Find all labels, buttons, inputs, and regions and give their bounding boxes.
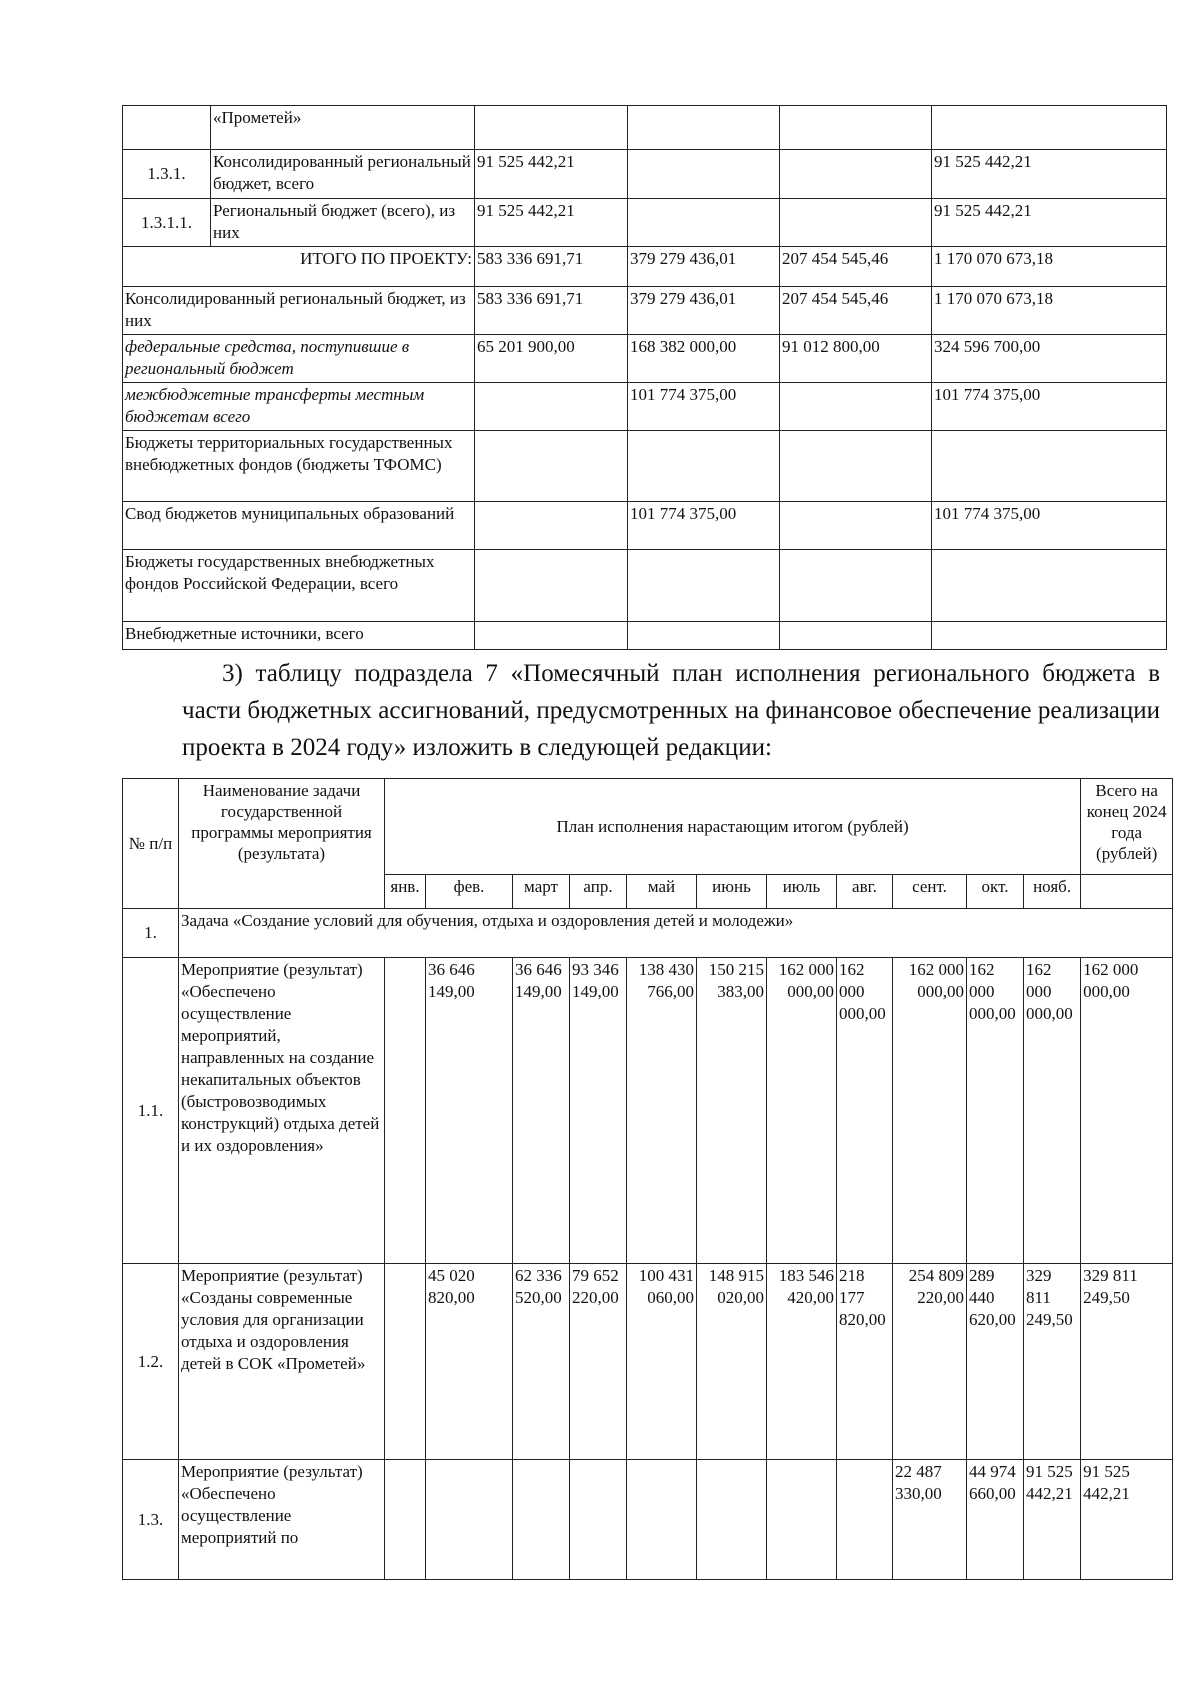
row-num: 1.3.1.1. bbox=[123, 199, 211, 247]
row-name: «Прометей» bbox=[211, 106, 475, 150]
value-cell bbox=[475, 502, 628, 550]
value-cell: 44 974 660,00 bbox=[967, 1460, 1024, 1580]
row-name: Консолидированный региональный бюджет, всего bbox=[211, 150, 475, 199]
value-cell bbox=[932, 106, 1167, 150]
table-row bbox=[123, 1460, 1173, 1580]
month-sep: сент. bbox=[893, 875, 967, 909]
value-cell bbox=[932, 550, 1167, 622]
row-num bbox=[123, 106, 211, 150]
table-row bbox=[123, 383, 1167, 431]
row-name: Консолидированный региональный бюджет, из них bbox=[123, 287, 475, 335]
value-cell: 91 525 442,21 bbox=[475, 150, 628, 199]
value-cell bbox=[780, 150, 932, 199]
table-row bbox=[123, 622, 1167, 650]
value-cell bbox=[932, 622, 1167, 650]
row-num: 1.2. bbox=[123, 1264, 179, 1460]
value-cell: 91 525 442,21 bbox=[1024, 1460, 1081, 1580]
value-cell: 162 000 000,00 bbox=[1024, 958, 1081, 1264]
value-cell bbox=[628, 550, 780, 622]
value-cell: 162 000 000,00 bbox=[837, 958, 893, 1264]
value-cell bbox=[628, 199, 780, 247]
value-cell: 36 646 149,00 bbox=[426, 958, 513, 1264]
value-cell bbox=[780, 199, 932, 247]
value-cell: 150 215 383,00 bbox=[697, 958, 767, 1264]
value-cell bbox=[932, 431, 1167, 502]
table-row bbox=[123, 199, 1167, 247]
row-name: Региональный бюджет (всего), из них bbox=[211, 199, 475, 247]
task-row bbox=[123, 909, 1173, 958]
table-row bbox=[123, 287, 1167, 335]
monthly-plan-table bbox=[122, 778, 1173, 1580]
value-cell: 207 454 545,46 bbox=[780, 247, 932, 287]
value-cell: 101 774 375,00 bbox=[932, 383, 1167, 431]
header-plan: План исполнения нарастающим итогом (рублей) bbox=[385, 779, 1081, 875]
value-cell bbox=[780, 431, 932, 502]
value-cell: 162 000 000,00 bbox=[893, 958, 967, 1264]
value-cell: 148 915 020,00 bbox=[697, 1264, 767, 1460]
header-total-blank bbox=[1081, 875, 1173, 909]
budget-summary-table bbox=[122, 105, 1167, 650]
value-cell bbox=[628, 622, 780, 650]
value-cell: 91 012 800,00 bbox=[780, 335, 932, 383]
task-text: Задача «Создание условий для обучения, отдыха и оздоровления детей и молодежи» bbox=[179, 909, 1173, 958]
row-num: 1.3.1. bbox=[123, 150, 211, 199]
row-name: Мероприятие (результат) «Обеспечено осуществление мероприятий по bbox=[179, 1460, 385, 1580]
row-name: Мероприятие (результат) «Обеспечено осуществление мероприятий, направленных на создание некапитальных объектов (быстровозводимых конструкций) отдыха детей и их оздоровления» bbox=[179, 958, 385, 1264]
value-cell bbox=[385, 1460, 426, 1580]
value-cell: 379 279 436,01 bbox=[628, 247, 780, 287]
value-cell: 162 000 000,00 bbox=[967, 958, 1024, 1264]
month-jan: янв. bbox=[385, 875, 426, 909]
month-aug: авг. bbox=[837, 875, 893, 909]
row-name: Бюджеты государственных внебюджетных фондов Российской Федерации, всего bbox=[123, 550, 475, 622]
header-row bbox=[123, 779, 1173, 875]
value-cell: 583 336 691,71 bbox=[475, 287, 628, 335]
table-row bbox=[123, 550, 1167, 622]
value-cell: 379 279 436,01 bbox=[628, 287, 780, 335]
value-cell: 79 652 220,00 bbox=[570, 1264, 627, 1460]
row-name: Бюджеты территориальных государственных внебюджетных фондов (бюджеты ТФОМС) bbox=[123, 431, 475, 502]
row-name: федеральные средства, поступившие в региональный бюджет bbox=[123, 335, 475, 383]
month-may: май bbox=[627, 875, 697, 909]
value-cell bbox=[837, 1460, 893, 1580]
table-row bbox=[123, 335, 1167, 383]
value-cell: 207 454 545,46 bbox=[780, 287, 932, 335]
month-oct: окт. bbox=[967, 875, 1024, 909]
row-name: Свод бюджетов муниципальных образований bbox=[123, 502, 475, 550]
table-row bbox=[123, 1264, 1173, 1460]
value-cell bbox=[475, 431, 628, 502]
value-cell bbox=[513, 1460, 570, 1580]
month-mar: март bbox=[513, 875, 570, 909]
value-cell bbox=[628, 150, 780, 199]
value-cell bbox=[475, 550, 628, 622]
total-cell: 91 525 442,21 bbox=[1081, 1460, 1173, 1580]
row-num: 1.1. bbox=[123, 958, 179, 1264]
value-cell: 1 170 070 673,18 bbox=[932, 247, 1167, 287]
month-nov: нояб. bbox=[1024, 875, 1081, 909]
value-cell: 1 170 070 673,18 bbox=[932, 287, 1167, 335]
body-paragraph: 3) таблицу подраздела 7 «Помесячный план исполнения регионального бюджета в части бюджетных ассигнований, предусмотренных на финансовое обеспечение реализации проекта в 2024 году» изложить в следующей редакции: bbox=[182, 660, 1160, 761]
value-cell bbox=[780, 106, 932, 150]
month-apr: апр. bbox=[570, 875, 627, 909]
value-cell bbox=[385, 958, 426, 1264]
task-num: 1. bbox=[123, 909, 179, 958]
value-cell: 254 809 220,00 bbox=[893, 1264, 967, 1460]
value-cell bbox=[767, 1460, 837, 1580]
value-cell: 168 382 000,00 bbox=[628, 335, 780, 383]
value-cell bbox=[780, 502, 932, 550]
value-cell: 65 201 900,00 bbox=[475, 335, 628, 383]
table-row bbox=[123, 958, 1173, 1264]
value-cell bbox=[780, 550, 932, 622]
value-cell bbox=[627, 1460, 697, 1580]
value-cell: 218 177 820,00 bbox=[837, 1264, 893, 1460]
row-name: межбюджетные трансферты местным бюджетам всего bbox=[123, 383, 475, 431]
total-cell: 329 811 249,50 bbox=[1081, 1264, 1173, 1460]
value-cell bbox=[780, 622, 932, 650]
row-num: 1.3. bbox=[123, 1460, 179, 1580]
value-cell: 162 000 000,00 bbox=[767, 958, 837, 1264]
value-cell: 289 440 620,00 bbox=[967, 1264, 1024, 1460]
header-total: Всего на конец 2024 года (рублей) bbox=[1081, 779, 1173, 875]
value-cell: 100 431 060,00 bbox=[627, 1264, 697, 1460]
table-row bbox=[123, 431, 1167, 502]
value-cell bbox=[628, 431, 780, 502]
value-cell bbox=[475, 106, 628, 150]
value-cell: 101 774 375,00 bbox=[932, 502, 1167, 550]
table-row bbox=[123, 502, 1167, 550]
header-name: Наименование задачи государственной программы мероприятия (результата) bbox=[179, 779, 385, 909]
value-cell: 22 487 330,00 bbox=[893, 1460, 967, 1580]
itogo-label: ИТОГО ПО ПРОЕКТУ: bbox=[123, 247, 475, 287]
value-cell: 329 811 249,50 bbox=[1024, 1264, 1081, 1460]
row-name: Внебюджетные источники, всего bbox=[123, 622, 475, 650]
month-jun: июнь bbox=[697, 875, 767, 909]
value-cell: 36 646 149,00 bbox=[513, 958, 570, 1264]
value-cell bbox=[475, 622, 628, 650]
value-cell bbox=[628, 106, 780, 150]
row-name: Мероприятие (результат) «Созданы современные условия для организации отдыха и оздоровления детей в СОК «Прометей» bbox=[179, 1264, 385, 1460]
value-cell bbox=[475, 383, 628, 431]
month-feb: фев. bbox=[426, 875, 513, 909]
value-cell bbox=[780, 383, 932, 431]
value-cell bbox=[426, 1460, 513, 1580]
month-jul: июль bbox=[767, 875, 837, 909]
value-cell bbox=[570, 1460, 627, 1580]
value-cell: 93 346 149,00 bbox=[570, 958, 627, 1264]
itogo-row bbox=[123, 247, 1167, 287]
value-cell: 101 774 375,00 bbox=[628, 383, 780, 431]
value-cell: 91 525 442,21 bbox=[475, 199, 628, 247]
value-cell: 324 596 700,00 bbox=[932, 335, 1167, 383]
value-cell: 101 774 375,00 bbox=[628, 502, 780, 550]
value-cell: 91 525 442,21 bbox=[932, 199, 1167, 247]
table-row bbox=[123, 106, 1167, 150]
value-cell: 183 546 420,00 bbox=[767, 1264, 837, 1460]
header-num: № п/п bbox=[123, 779, 179, 909]
table-row bbox=[123, 150, 1167, 199]
total-cell: 162 000 000,00 bbox=[1081, 958, 1173, 1264]
value-cell bbox=[697, 1460, 767, 1580]
value-cell: 138 430 766,00 bbox=[627, 958, 697, 1264]
value-cell: 583 336 691,71 bbox=[475, 247, 628, 287]
value-cell bbox=[385, 1264, 426, 1460]
value-cell: 45 020 820,00 bbox=[426, 1264, 513, 1460]
value-cell: 62 336 520,00 bbox=[513, 1264, 570, 1460]
value-cell: 91 525 442,21 bbox=[932, 150, 1167, 199]
